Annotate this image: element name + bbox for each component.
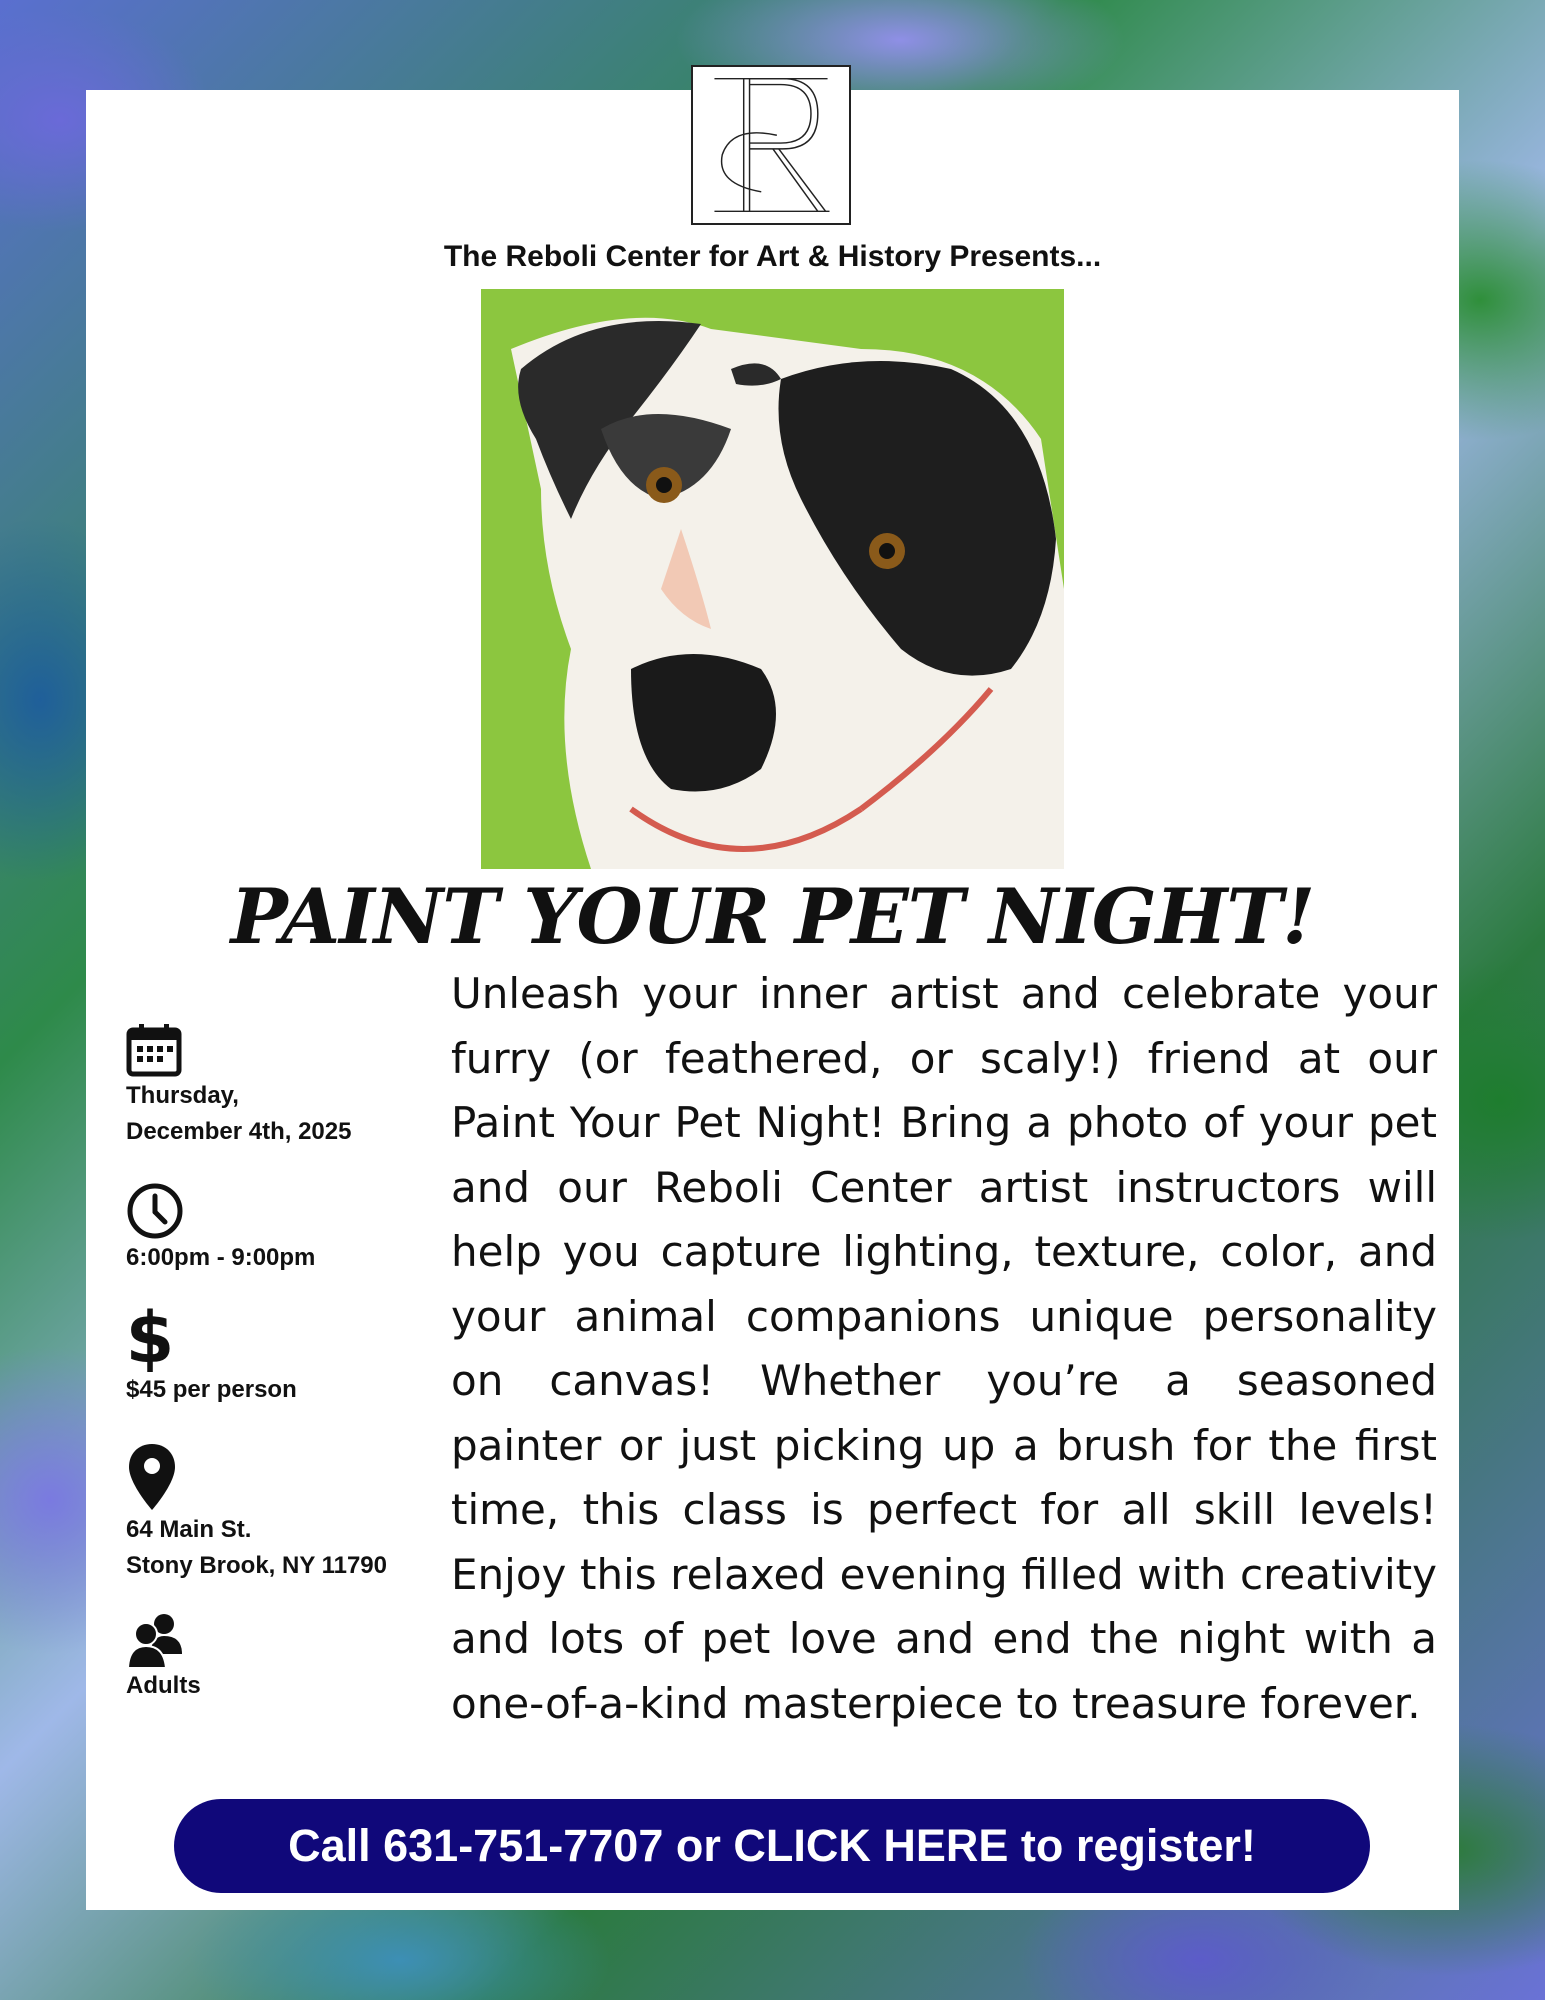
register-button[interactable] [174, 1799, 1370, 1893]
price-text: $45 per person [126, 1376, 297, 1403]
time-text: 6:00pm - 9:00pm [126, 1244, 316, 1271]
date-line-2: December 4th, 2025 [126, 1118, 352, 1145]
time-detail [126, 1182, 315, 1276]
event-description: Unleash your inner artist and celebrate your furry (or feathered, or scaly!) friend at our Paint Your Pet Night! Bring a photo of your pet and our Reboli Center artist instructors will help you capture lighting, texture, color, and your animal companions unique personality on canvas! Whether you’re a seasoned painter or just picking up a brush for the first time, this class is perfect for all skill levels! Enjoy this relaxed evening filled with creativity and lots of pet love and end the night with a one-of-a-kind masterpiece to treasure forever. [451, 969, 1437, 1728]
people-icon [126, 1610, 184, 1668]
calendar-icon [126, 1022, 182, 1078]
date-line-1: Thursday, [126, 1082, 239, 1109]
date-detail [126, 1022, 351, 1150]
address-line-2: Stony Brook, NY 11790 [126, 1552, 387, 1579]
audience-detail [126, 1610, 201, 1704]
svg-text:$: $ [126, 1300, 174, 1372]
address-line-1: 64 Main St. [126, 1516, 252, 1543]
clock-icon [126, 1182, 184, 1240]
map-pin-icon [126, 1442, 178, 1512]
presenter-line: The Reboli Center for Art & History Presents... [443, 240, 1102, 273]
dollar-icon [126, 1300, 174, 1372]
audience-text: Adults [126, 1672, 201, 1699]
price-detail [126, 1300, 297, 1408]
event-title: PAINT YOUR PET NIGHT! [230, 872, 1315, 961]
reboli-logo [691, 65, 851, 225]
register-button-label: Call 631-751-7707 or CLICK HERE to register! [288, 1820, 1256, 1871]
location-detail [126, 1442, 387, 1584]
dog-painting [481, 289, 1064, 869]
